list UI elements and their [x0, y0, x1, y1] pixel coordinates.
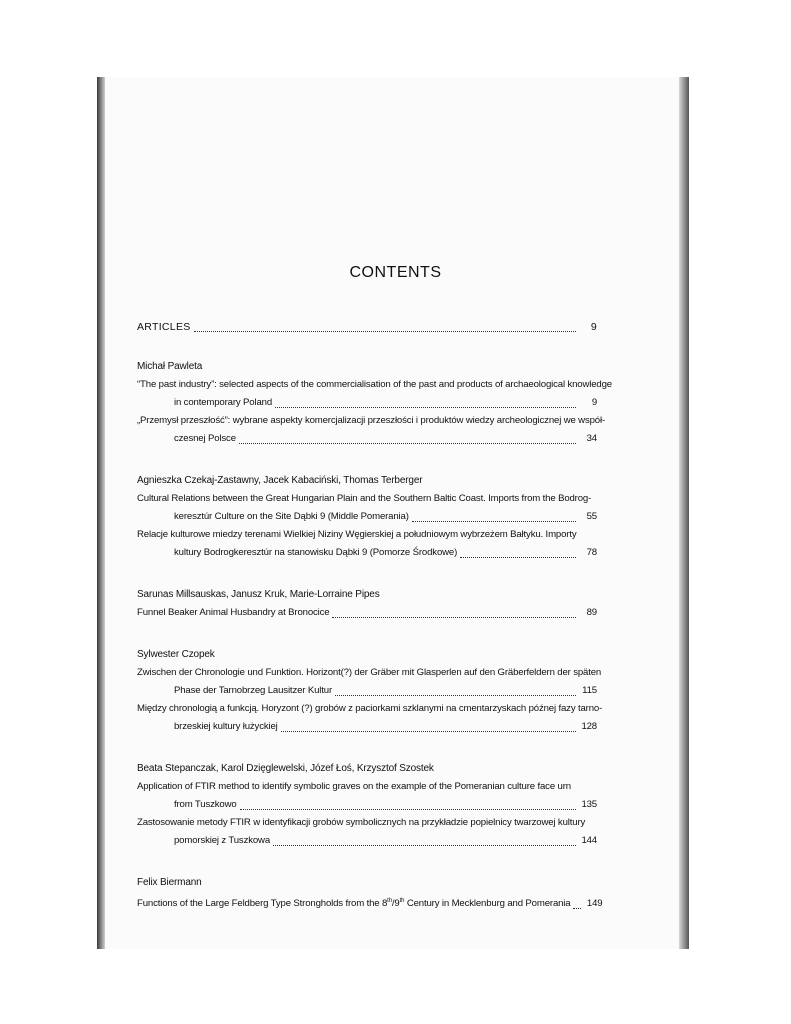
- entry-continuation-line: [137, 796, 597, 814]
- entry-title-continued: Phase der Tarnobrzeg Lausitzer Kultur: [174, 685, 332, 696]
- entry-title: Zastosowanie metody FTIR w identyfikacji grobów symbolicznych na przykładzie popielnicy twarzowej kultury: [137, 817, 586, 828]
- dot-leader: [412, 521, 576, 522]
- page-number: 89: [586, 607, 597, 618]
- page-number: 144: [581, 835, 597, 846]
- entry-title-line: [137, 490, 597, 508]
- entry-title-continued: czesnej Polsce: [174, 433, 236, 444]
- toc-entry[interactable]: [137, 700, 603, 736]
- toc-entry[interactable]: [137, 526, 597, 562]
- page-number: 135: [581, 799, 597, 810]
- entry-title-line: [137, 664, 602, 682]
- toc-group: [137, 472, 597, 562]
- toc-entry[interactable]: [137, 892, 603, 913]
- toc-group: [137, 874, 603, 913]
- entry-continuation-line: [137, 832, 597, 850]
- entry-title: Funnel Beaker Animal Husbandry at Bronocice: [137, 607, 330, 618]
- toc-group: [137, 760, 597, 850]
- entry-title-line: [137, 700, 603, 718]
- authors: Agnieszka Czekaj-Zastawny, Jacek Kabaciński, Thomas Terberger: [137, 475, 423, 486]
- page-number: 55: [586, 511, 597, 522]
- entry-continuation-line: [137, 544, 597, 562]
- entry-continuation-line: [137, 682, 597, 700]
- entry-title: Relacje kulturowe miedzy terenami Wielkiej Niziny Węgierskiej a południowym wybrzeżem Bałtyku. Importy: [137, 529, 577, 540]
- entry-title: Cultural Relations between the Great Hungarian Plain and the Southern Baltic Coast. Imports from the Bodrog-: [137, 493, 592, 504]
- page-number: 115: [582, 685, 597, 696]
- toc-groups: [137, 358, 612, 913]
- toc-group: [137, 586, 597, 622]
- dot-leader: [573, 908, 581, 909]
- entry-continuation-line: [137, 430, 597, 448]
- entry-title-line: [137, 526, 597, 544]
- entry-title-line: [137, 604, 597, 622]
- entry-title-continued: pomorskiej z Tuszkowa: [174, 835, 271, 846]
- toc-group: [137, 646, 603, 736]
- dot-leader: [273, 845, 576, 846]
- entry-title-continued: kultury Bodrogkeresztúr na stanowisku Dąbki 9 (Pomorze Środkowe): [174, 547, 458, 558]
- entry-title-continued: keresztúr Culture on the Site Dąbki 9 (Middle Pomerania): [174, 511, 409, 522]
- page-number: 34: [586, 433, 597, 444]
- authors: Felix Biermann: [137, 877, 202, 888]
- entry-title-line: [137, 376, 612, 394]
- entry-title-continued: from Tuszkowo: [174, 799, 237, 810]
- dot-leader: [275, 407, 576, 408]
- entry-title-line: [137, 814, 597, 832]
- page-title: CONTENTS: [349, 264, 442, 281]
- entry-title: Między chronologią a funkcją. Horyzont (?) grobów z paciorkami szklanymi na cmentarzyskach późnej fazy tarno-: [137, 703, 603, 714]
- dot-leader: [239, 443, 576, 444]
- page-number: 9: [591, 397, 597, 408]
- page-number: 149: [586, 898, 603, 909]
- entry-title: Functions of the Large Feldberg Type Strongholds from the 8th/9th Century in Mecklenburg and Pomerania: [137, 898, 571, 909]
- page-number: 128: [581, 721, 597, 732]
- entry-continuation-line: [137, 718, 597, 736]
- dot-leader: [240, 809, 576, 810]
- dot-leader: [335, 695, 576, 696]
- dot-leader: [460, 557, 576, 558]
- table-of-contents: [137, 318, 612, 937]
- dot-leader: [332, 617, 576, 618]
- entry-title-line: [137, 778, 597, 796]
- authors: Sylwester Czopek: [137, 649, 215, 660]
- toc-entry[interactable]: [137, 490, 597, 526]
- entry-title: “The past industry”: selected aspects of the commercialisation of the past and products of archaeological knowledge: [137, 379, 612, 390]
- entry-title: Zwischen der Chronologie und Funktion. Horizont(?) der Gräber mit Glasperlen auf den Gräberfeldern der späten: [137, 667, 602, 678]
- dot-leader: [281, 731, 576, 732]
- section-page: 9: [590, 321, 597, 333]
- toc-entry[interactable]: [137, 604, 597, 622]
- toc-entry[interactable]: [137, 412, 606, 448]
- section-heading: [137, 318, 597, 336]
- entry-title-line: [137, 892, 603, 913]
- authors: Sarunas Millsauskas, Janusz Kruk, Marie-Lorraine Pipes: [137, 589, 380, 600]
- authors: Beata Stepanczak, Karol Dzięglewelski, Józef Łoś, Krzysztof Szostek: [137, 763, 434, 774]
- entry-title: „Przemysł przeszłość”: wybrane aspekty komercjalizacji przeszłości i produktów wiedzy archeologicznej we współ-: [137, 415, 606, 426]
- entry-title-continued: brzeskiej kultury łużyckiej: [174, 721, 278, 732]
- section-label: ARTICLES: [137, 321, 191, 333]
- entry-continuation-line: [137, 394, 597, 412]
- entry-title: Application of FTIR method to identify symbolic graves on the example of the Pomeranian culture face urn: [137, 781, 571, 792]
- toc-group: [137, 358, 612, 448]
- toc-entry[interactable]: [137, 814, 597, 850]
- toc-entry[interactable]: [137, 376, 612, 412]
- entry-title-line: [137, 412, 606, 430]
- entry-title-continued: in contemporary Poland: [174, 397, 273, 408]
- dot-leader: [194, 318, 576, 332]
- entry-continuation-line: [137, 508, 597, 526]
- page-number: 78: [586, 547, 597, 558]
- authors: Michał Pawleta: [137, 361, 203, 372]
- toc-entry[interactable]: [137, 778, 597, 814]
- toc-entry[interactable]: [137, 664, 602, 700]
